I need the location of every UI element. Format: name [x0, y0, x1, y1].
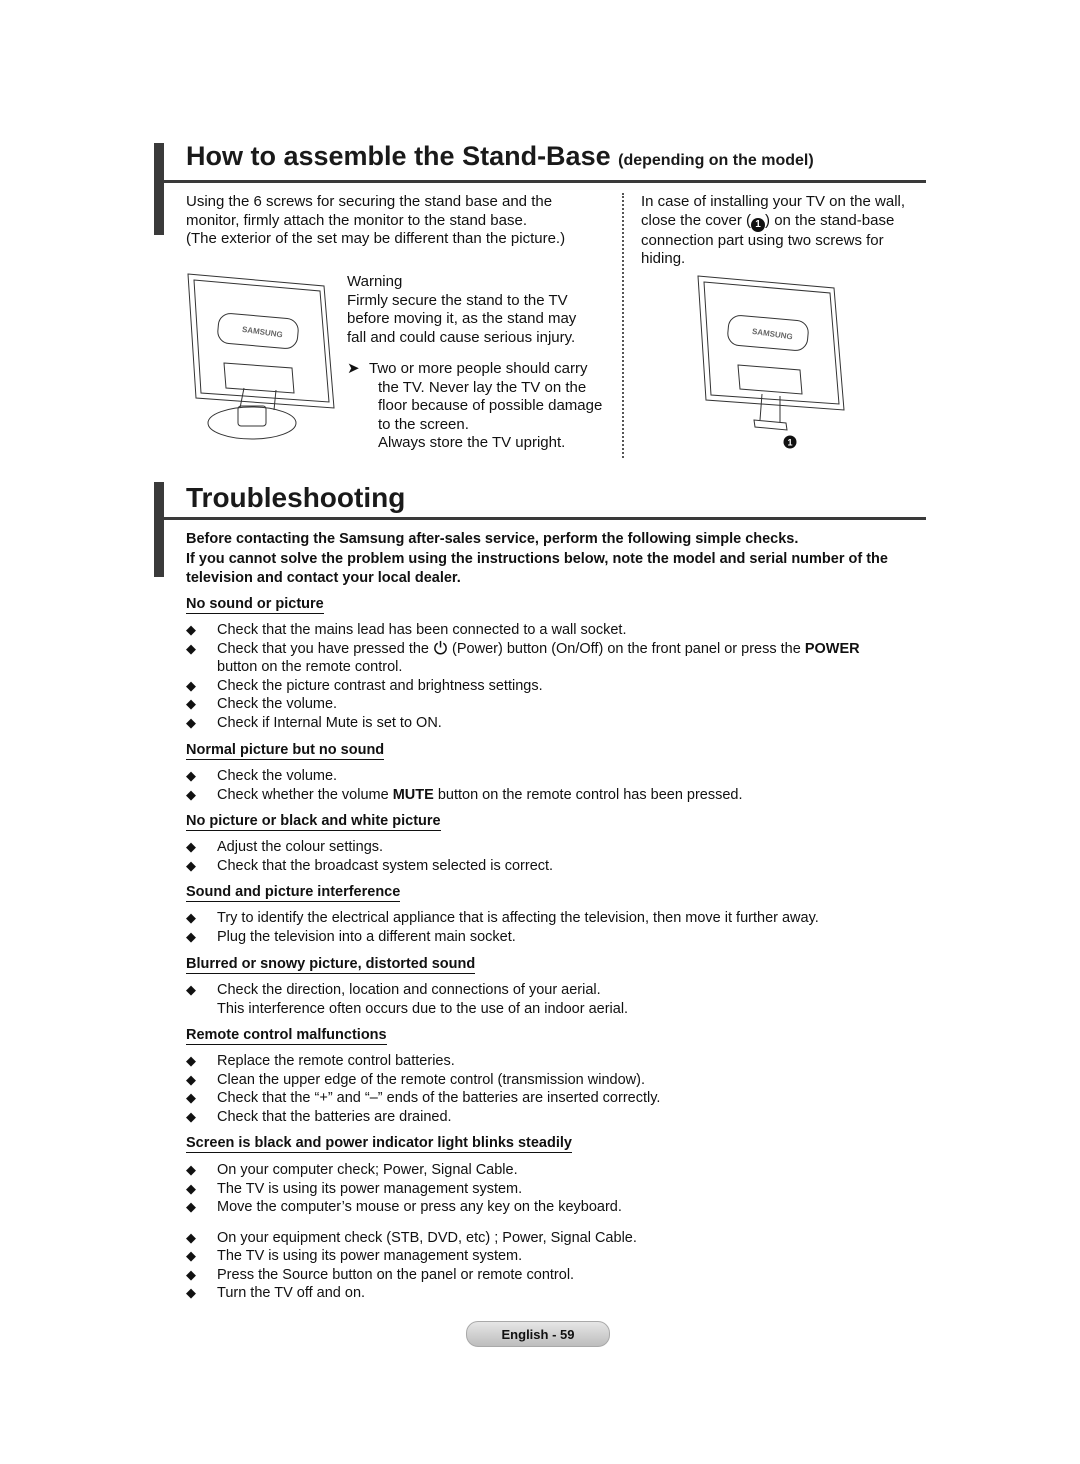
stand-title-main: How to assemble the Stand-Base: [186, 141, 611, 171]
diamond-bullet-icon: ◆: [186, 1071, 196, 1087]
list-item: ◆ Clean the upper edge of the remote control (transmission window).: [186, 1071, 645, 1088]
diamond-bullet-icon: ◆: [186, 622, 196, 637]
stand-title-rule: [164, 180, 926, 183]
list-item: ◆ The TV is using its power management system.: [186, 1180, 523, 1197]
tv-wall-figure: [694, 270, 854, 450]
list-screen-black-power-blinks: [186, 1161, 936, 1303]
list-item: ◆ Check the picture contrast and brightness settings.: [186, 677, 543, 694]
list-item: ◆ Check the direction, location and connections of your aerial.: [186, 982, 601, 998]
warning-line-2: before moving it, as the stand may: [347, 310, 577, 327]
stand-section-title: [186, 141, 814, 172]
stand-warning: [347, 273, 617, 347]
stand-left-line-3: (The exterior of the set may be different than the picture.): [186, 230, 566, 247]
diamond-bullet-icon: ◆: [186, 786, 196, 802]
stand-note: [347, 360, 622, 453]
diamond-bullet-icon: ◆: [186, 768, 196, 783]
right-line-2b: ) on the stand-base: [765, 211, 895, 229]
list-item: ◆ Check the volume.: [186, 696, 338, 712]
diamond-bullet-icon: ◆: [186, 839, 196, 854]
list-item: ◆ Check that the broadcast system selected is correct.: [186, 857, 554, 874]
list-item: ◆ The TV is using its power management system.: [186, 1248, 523, 1264]
diamond-bullet-icon: ◆: [186, 1162, 196, 1177]
diamond-bullet-icon: ◆: [186, 1108, 196, 1124]
warning-title: Warning: [347, 273, 403, 290]
stand-left-intro: [186, 193, 616, 249]
list-item-cont: This interference often occurs due to the use of an indoor aerial.: [217, 1000, 629, 1017]
figure-callout-1: 1: [787, 437, 793, 448]
diamond-bullet-icon: ◆: [186, 1199, 196, 1214]
diamond-bullet-icon: ◆: [186, 1180, 196, 1196]
list-item: ◆ Move the computer’s mouse or press any key on the keyboard.: [186, 1199, 622, 1215]
intro-line-2: If you cannot solve the problem using the instructions below, note the model and serial number of the television and contact your local dealer.: [186, 550, 888, 586]
list-no-picture-or-bw: [186, 838, 936, 875]
stand-right-text: [641, 193, 931, 269]
troubleshooting-title: Troubleshooting: [186, 482, 406, 513]
heading-screen-black-power-blinks: Screen is black and power indicator light blinks steadily: [186, 1135, 572, 1151]
tv-brand-text: SAMSUNG: [241, 324, 284, 340]
list-item: ◆ Check that you have pressed the (Power) button (On/Off) on the front panel or press the POWER: [186, 640, 860, 657]
list-remote-malfunctions: [186, 1052, 936, 1126]
list-item: ◆ Check if Internal Mute is set to ON.: [186, 714, 442, 731]
diamond-bullet-icon: ◆: [186, 1090, 196, 1105]
intro-line-1: Before contacting the Samsung after-sales service, perform the following simple checks.: [186, 531, 799, 547]
power-icon: [433, 640, 448, 655]
diamond-bullet-icon: ◆: [186, 677, 196, 693]
troubleshooting-intro: [186, 530, 936, 589]
diamond-bullet-icon: ◆: [186, 696, 196, 711]
diamond-bullet-icon: ◆: [186, 928, 196, 944]
list-item: ◆ Plug the television into a different main socket.: [186, 928, 516, 945]
diamond-bullet-icon: ◆: [186, 1266, 196, 1282]
stand-left-line-1: Using the 6 screws for securing the stand base and the: [186, 193, 553, 210]
diamond-bullet-icon: ◆: [186, 1285, 196, 1300]
right-line-3: connection part using two screws for: [641, 231, 884, 249]
list-item: ◆ Check the volume.: [186, 768, 338, 784]
list-item: ◆ Press the Source button on the panel or remote control.: [186, 1266, 575, 1283]
right-line-2a: close the cover (: [641, 211, 752, 229]
warning-line-3: fall and could cause serious injury.: [347, 328, 576, 346]
list-item: ◆ Try to identify the electrical appliance that is affecting the television, then move it further away.: [186, 910, 819, 926]
heading-no-picture-or-bw: No picture or black and white picture: [186, 813, 441, 829]
diamond-bullet-icon: ◆: [186, 1229, 196, 1245]
list-sound-picture-interference: [186, 909, 936, 946]
diamond-bullet-icon: ◆: [186, 714, 196, 730]
section-bar-stand: [154, 143, 164, 235]
diamond-bullet-icon: ◆: [186, 1053, 196, 1068]
note-arrow-icon: ➤: [347, 360, 360, 377]
callout-1-icon: 1: [751, 218, 765, 232]
list-item: ◆ On your computer check; Power, Signal Cable.: [186, 1162, 518, 1178]
list-item-cont: button on the remote control.: [217, 659, 403, 675]
diamond-bullet-icon: ◆: [186, 910, 196, 925]
diamond-bullet-icon: ◆: [186, 640, 196, 656]
diamond-bullet-icon: ◆: [186, 982, 196, 997]
heading-normal-picture-no-sound: Normal picture but no sound: [186, 742, 385, 758]
note-line-4: to the screen.: [378, 415, 469, 433]
troubleshooting-title-rule: [164, 517, 926, 520]
list-normal-picture-no-sound: [186, 767, 936, 804]
list-item: ◆ Check that the mains lead has been connected to a wall socket.: [186, 622, 627, 638]
warning-line-1: Firmly secure the stand to the TV: [347, 291, 568, 309]
note-line-1: Two or more people should carry: [369, 360, 588, 377]
stand-title-qualifier: (depending on the model): [618, 152, 814, 169]
column-divider: [622, 193, 624, 458]
page-number-badge: English - 59: [466, 1321, 610, 1347]
list-no-sound-or-picture: [186, 621, 936, 732]
stand-left-line-2: monitor, firmly attach the monitor to the stand base.: [186, 211, 528, 229]
list-item: ◆ Replace the remote control batteries.: [186, 1053, 455, 1069]
tv-stand-figure: [184, 268, 344, 444]
list-item: ◆ Check whether the volume MUTE button on the remote control has been pressed.: [186, 786, 743, 803]
section-bar-troubleshooting: [154, 482, 164, 577]
list-item: ◆ Check that the batteries are drained.: [186, 1108, 452, 1125]
diamond-bullet-icon: ◆: [186, 857, 196, 873]
heading-blurred-snowy-picture: Blurred or snowy picture, distorted sound: [186, 956, 476, 972]
list-item: ◆ Turn the TV off and on.: [186, 1285, 366, 1301]
list-item: ◆ Adjust the colour settings.: [186, 839, 384, 855]
heading-sound-picture-interference: Sound and picture interference: [186, 884, 401, 900]
tv-brand-text-2: SAMSUNG: [751, 326, 794, 342]
right-line-4: hiding.: [641, 250, 686, 268]
heading-no-sound-or-picture: No sound or picture: [186, 596, 324, 612]
right-line-1: In case of installing your TV on the wall,: [641, 193, 906, 210]
note-line-3: floor because of possible damage: [378, 397, 603, 414]
note-line-2: the TV. Never lay the TV on the: [378, 378, 587, 396]
list-item: ◆ Check that the “+” and “–” ends of the batteries are inserted correctly.: [186, 1090, 661, 1106]
diamond-bullet-icon: ◆: [186, 1248, 196, 1263]
note-line-5: Always store the TV upright.: [378, 434, 566, 451]
heading-remote-malfunctions: Remote control malfunctions: [186, 1027, 387, 1043]
list-item: ◆ On your equipment check (STB, DVD, etc) ; Power, Signal Cable.: [186, 1229, 637, 1246]
list-blurred-snowy-picture: [186, 981, 936, 1018]
